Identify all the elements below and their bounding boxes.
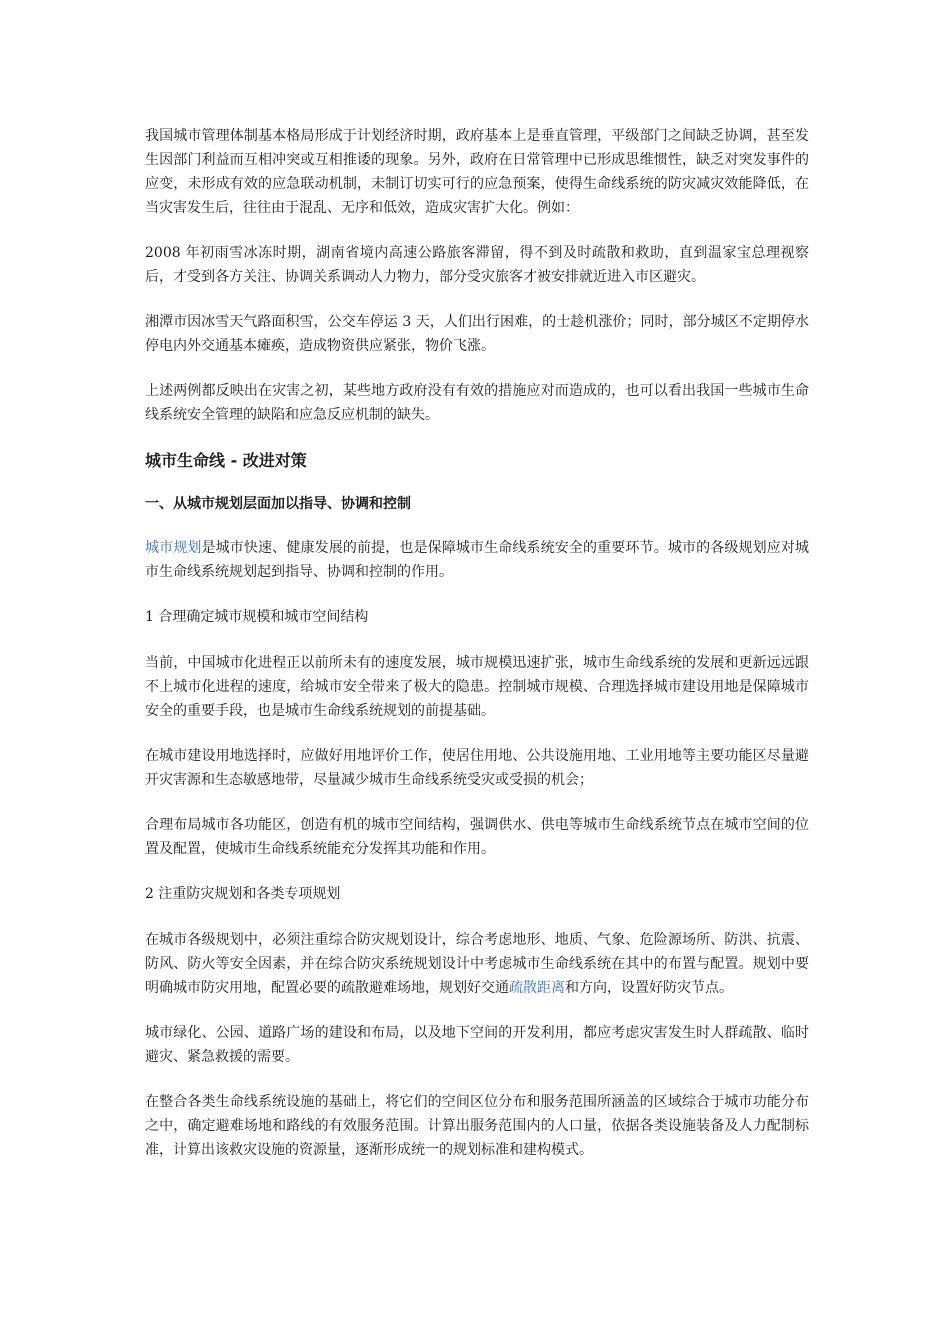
paragraph-urban-planning-text: 是城市快速、健康发展的前提，也是保障城市生命线系统安全的重要环节。城市的各级规划应对城市生命线系统规划起到指导、协调和控制的作用。 (145, 540, 810, 580)
paragraph-hunan-example: 2008 年初雨雪冰冻时期，湖南省境内高速公路旅客滞留，得不到及时疏散和救助，直到温家宝总理视察后，才受到各方关注、协调关系调动人力物力，部分受灾旅客才被安排就近进入市区避灾。 (145, 245, 809, 285)
paragraph-functional-layout: 合理布局城市各功能区，创造有机的城市空间结构，强调供水、供电等城市生命线系统节点在城市空间的位置及配置，使城市生命线系统能充分发挥其功能和作用。 (145, 817, 809, 857)
item-disaster-planning: 2 注重防灾规划和各类专项规划 (145, 886, 341, 902)
subheading-urban-planning: 一、从城市规划层面加以指导、协调和控制 (145, 496, 411, 512)
paragraph-urbanization: 当前，中国城市化进程正以前所未有的速度发展，城市规模迅速扩张，城市生命线系统的发展和更新远远跟不上城市化进程的速度，给城市安全带来了极大的隐患。控制城市规模、合理选择城市建设用地是保障城市安全的重要手段，也是城市生命线系统规划的前提基础。 (145, 655, 809, 719)
paragraph-urban-planning (145, 536, 809, 584)
paragraph-xiangtan-example: 湘潭市因冰雪天气路面积雪，公交车停运 3 天，人们出行困难，的士趁机涨价；同时，部分城区不定期停水停电内外交通基本瘫痪，造成物资供应紧张，物价飞涨。 (145, 314, 809, 354)
paragraph-comprehensive-text-a: 在城市各级规划中，必须注重综合防灾规划设计，综合考虑地形、地质、气象、危险源场所、防洪、抗震、防风、防火等安全因素，并在综合防灾系统规划设计中考虑城市生命线系统在其中的布置与配置。规划中要明确城市防灾用地，配置必要的疏散避难场地，规划好交通 (145, 932, 809, 996)
paragraph-green-space: 城市绿化、公园、道路广场的建设和布局，以及地下空间的开发利用，都应考虑灾害发生时人群疏散、临时避灾、紧急救援的需要。 (145, 1025, 809, 1065)
link-urban-planning[interactable]: 城市规划 (145, 540, 202, 556)
link-evacuation-distance[interactable]: 疏散距离 (509, 980, 565, 996)
paragraph-land-selection: 在城市建设用地选择时，应做好用地评价工作，使居住用地、公共设施用地、工业用地等主要功能区尽量避开灾害源和生态敏感地带，尽量减少城市生命线系统受灾或受损的机会； (145, 748, 809, 788)
paragraph-comprehensive-planning (145, 928, 809, 1000)
paragraph-integration: 在整合各类生命线系统设施的基础上，将它们的空间区位分布和服务范围所涵盖的区域综合于城市功能分布之中，确定避难场地和路线的有效服务范围。计算出服务范围内的人口量，依据各类设施装备及人力配制标准，计算出该救灾设施的资源量，逐渐形成统一的规划标准和建构模式。 (145, 1094, 809, 1158)
paragraph-comprehensive-text-b: 和方向，设置好防灾节点。 (565, 980, 733, 996)
paragraph-summary: 上述两例都反映出在灾害之初，某些地方政府没有有效的措施应对而造成的，也可以看出我国一些城市生命线系统安全管理的缺陷和应急反应机制的缺失。 (145, 383, 809, 423)
item-city-scale: 1 合理确定城市规模和城市空间结构 (145, 609, 369, 625)
paragraph-management-system: 我国城市管理体制基本格局形成于计划经济时期，政府基本上是垂直管理，平级部门之间缺乏协调，甚至发生因部门利益而互相冲突或互相推诿的现象。另外，政府在日常管理中已形成思维惯性，缺乏对突发事件的应变，未形成有效的应急联动机制，未制订切实可行的应急预案，使得生命线系统的防灾减灾效能降低，在当灾害发生后，往往由于混乱、无序和低效，造成灾害扩大化。例如： (145, 128, 809, 216)
section-heading: 城市生命线 - 改进对策 (145, 451, 307, 470)
document-page (145, 124, 809, 1183)
